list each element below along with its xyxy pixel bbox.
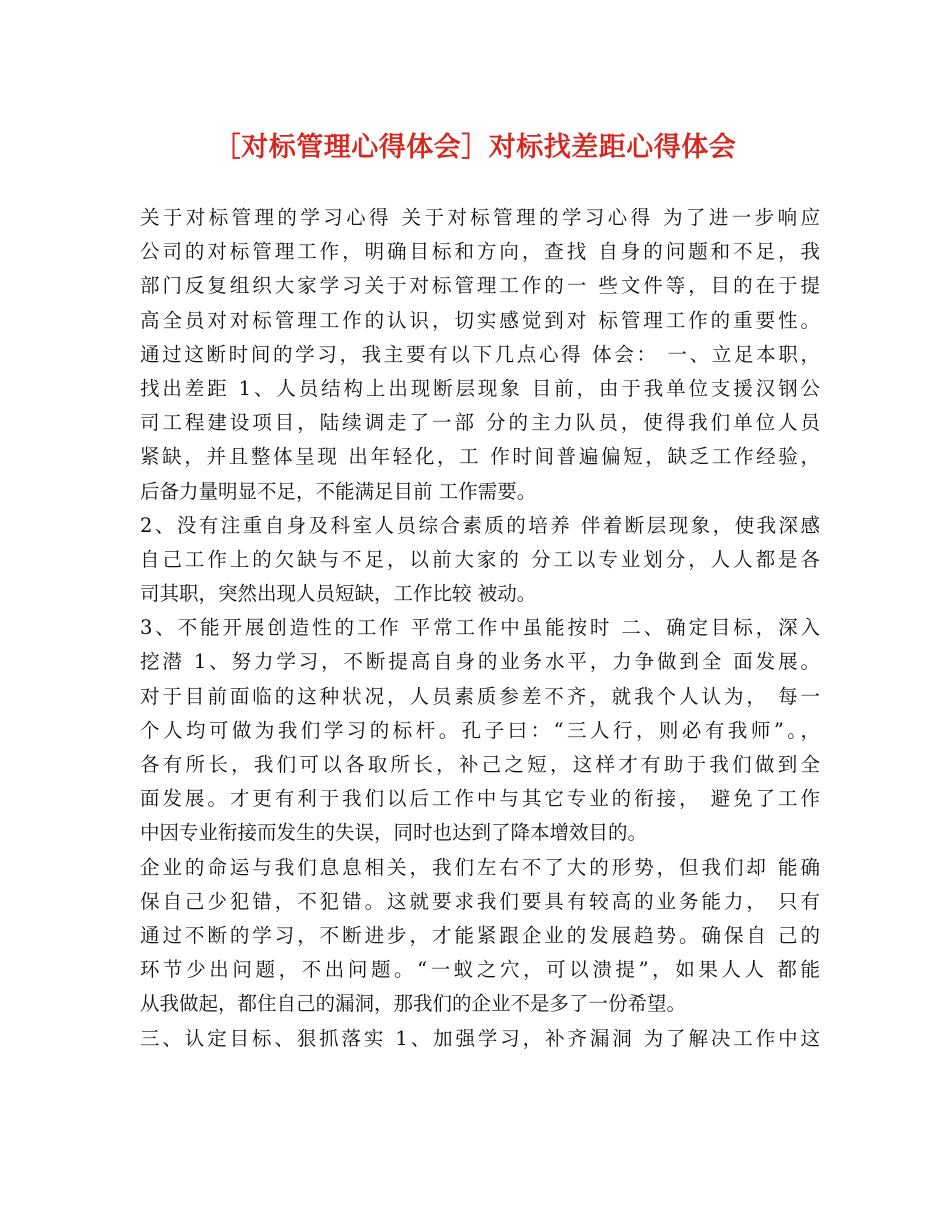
body-line: 保自己少犯错，不犯错。这就要求我们要具有较高的业务能力， 只有 [140,889,820,913]
body-line: 司其职，突然出现人员短缺，工作比较 被动。 [140,582,537,606]
body-line: 中因专业衔接而发生的失误，同时也达到了降本增效目的。 [140,821,648,845]
body-line: 面发展。才更有利于我们以后工作中与其它专业的衔接， 避免了工作 [140,787,820,811]
body-line: 后备力量明显不足，不能满足目前 工作需要。 [140,479,537,503]
body-line: 部门反复组织大家学习关于对标管理工作的一 些文件等，目的在于提 [140,274,820,298]
body-line: 自己工作上的欠缺与不足，以前大家的 分工以专业划分，人人都是各 [140,547,820,571]
body-line: 2、没有注重自身及科室人员综合素质的培养 伴着断层现象，使我深感 [140,513,820,537]
body-line: 高全员对对标管理工作的认识，切实感觉到对 标管理工作的重要性。 [140,308,820,332]
body-line: 环节少出问题，不出问题。“一蚁之穴，可以溃提”，如果人人 都能 [140,958,820,982]
body-line: 从我做起，都住自己的漏洞，那我们的企业不是多了一份希望。 [140,992,687,1016]
body-line: 司工程建设项目，陆续调走了一部 分的主力队员，使得我们单位人员 [140,411,820,435]
body-line: 挖潜 1、努力学习，不断提高自身的业务水平，力争做到全 面发展。 [140,650,820,674]
body-line: 通过这断时间的学习，我主要有以下几点心得 体会： 一、立足本职， [140,342,820,366]
body-line: 紧缺，并且整体呈现 出年轻化，工 作时间普遍偏短，缺乏工作经验， [140,445,820,469]
body-line: 企业的命运与我们息息相关，我们左右不了大的形势，但我们却 能确 [140,855,820,879]
body-line: 找出差距 1、人员结构上出现断层现象 目前，由于我单位支援汉钢公 [140,376,820,400]
body-line: 个人均可做为我们学习的标杆。孔子曰：“三人行，则必有我师”。， [140,718,820,742]
document-title: ［对标管理心得体会］对标找差距心得体会 [213,132,737,163]
body-line: 3、不能开展创造性的工作 平常工作中虽能按时 二、确定目标，深入 [140,616,820,640]
body-line: 关于对标管理的学习心得 关于对标管理的学习心得 为了进一步响应 [140,206,820,229]
document-body [140,201,820,1056]
body-line: 三、认定目标、狠抓落实 1、加强学习，补齐漏洞 为了解决工作中这 [140,1026,820,1050]
body-line: 通过不断的学习，不断进步，才能紧跟企业的发展趋势。确保自 己的 [140,923,820,947]
body-line: 对于目前面临的这种状况，人员素质参差不齐，就我个人认为， 每一 [140,684,820,708]
body-line: 各有所长，我们可以各取所长，补己之短，这样才有助于我们做到全 [140,753,820,776]
body-line: 公司的对标管理工作，明确目标和方向，查找 自身的问题和不足，我 [140,240,820,264]
